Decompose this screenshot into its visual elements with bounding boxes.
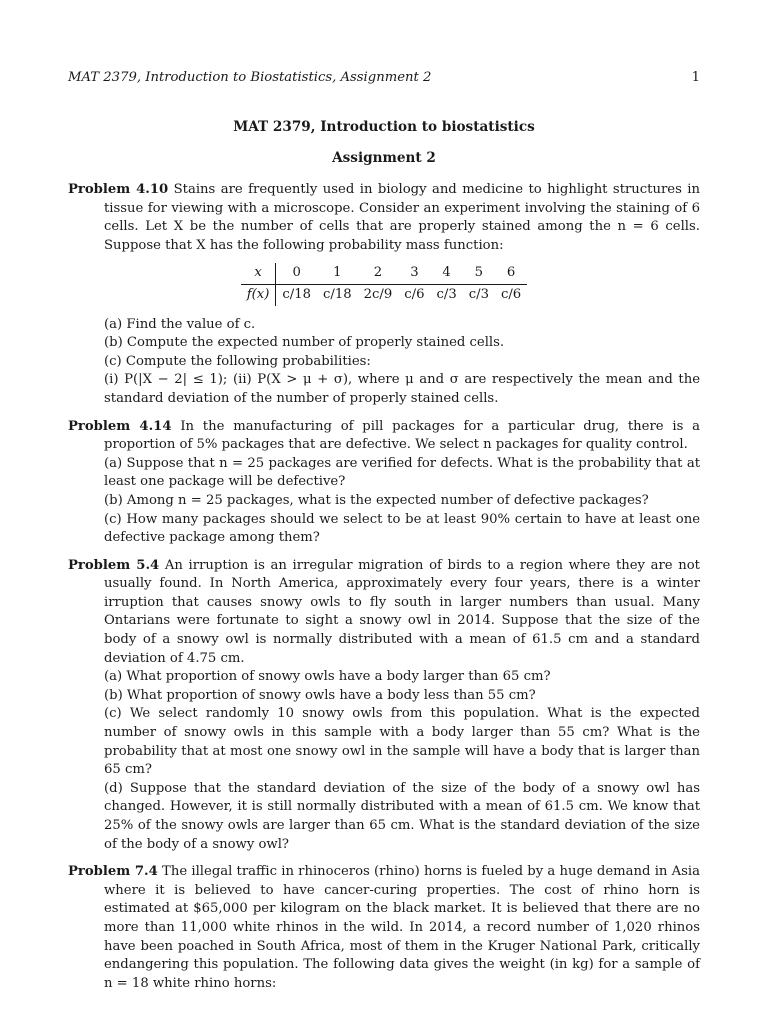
- pmf-fx-cell: 2c/9: [363, 286, 393, 302]
- pmf-x-cell: 5: [463, 263, 495, 284]
- problem-4-14: [68, 418, 700, 548]
- problem-4-14-label: Problem 4.14: [68, 418, 172, 434]
- pmf-x-cell: 1: [317, 263, 358, 284]
- problem-5-4-part-b: (b) What proportion of snowy owls have a body less than 55 cm?: [104, 687, 536, 703]
- problem-7-4-intro: [68, 863, 700, 993]
- pmf-fx-cell: c/6: [500, 286, 522, 302]
- problem-4-14-text: In the manufacturing of pill packages for a particular drug, there is a proportion of 5% packages that are defective. We select n packages for quality control.: [104, 418, 700, 453]
- problem-7-4: [68, 863, 700, 993]
- problem-4-10-label: Problem 4.10: [68, 182, 169, 197]
- problem-7-4-label: Problem 7.4: [68, 864, 158, 880]
- problem-5-4-part-a: (a) What proportion of snowy owls have a body larger than 65 cm?: [104, 669, 551, 685]
- pmf-x-label: x: [241, 263, 276, 284]
- problem-5-4-text: An irruption is an irregular migration of birds to a region where they are not usually found. In North America, approximately every four years, there is a winter irruption that causes snowy owls to fly south in larger numbers than usual. Many Ontarians were fortunate to sight a snowy owl in 2014. Suppose that the size of the body of a snowy owl is normally distributed with a mean of 61.5 cm and a standard deviation of 4.75 cm.: [104, 557, 700, 666]
- problem-4-10: [68, 181, 700, 409]
- problem-4-14-intro: [68, 418, 700, 455]
- pmf-fx-label: f(x): [241, 284, 276, 305]
- page-number: 1: [691, 70, 700, 85]
- pmf-fx-cell: c/6: [404, 286, 425, 302]
- problem-5-4-intro: [68, 557, 700, 669]
- problem-5-4-label: Problem 5.4: [68, 557, 160, 573]
- problem-4-10-part-c: (c) Compute the following probabilities:: [104, 353, 371, 369]
- problem-4-10-part-a: (a) Find the value of c.: [104, 316, 256, 332]
- problem-4-14-part-b: (b) Among n = 25 packages, what is the expected number of defective packages?: [104, 492, 649, 508]
- course-title: MAT 2379, Introduction to biostatistics: [233, 119, 535, 135]
- problem-4-10-part-c-items: (i) P(|X − 2| ≤ 1); (ii) P(X > μ + σ), where μ and σ are respectively the mean and the standard deviation of the number of properly stained cells.: [104, 372, 700, 406]
- pmf-fx-cell: c/18: [323, 286, 352, 302]
- problem-4-14-part-a: (a) Suppose that n = 25 packages are verified for defects. What is the probability that at least one package will be defective?: [104, 455, 700, 490]
- pmf-row-fx: [241, 284, 527, 305]
- pmf-x-cell: 0: [276, 263, 317, 284]
- pmf-x-cell: 6: [495, 263, 527, 284]
- pmf-table: [241, 263, 527, 305]
- problems-section: [68, 181, 700, 1002]
- problem-4-10-part-b: (b) Compute the expected number of properly stained cells.: [104, 335, 505, 351]
- problem-5-4-part-d: (d) Suppose that the standard deviation of the size of the body of a snowy owl has changed. However, it is still normally distributed with a mean of 61.5 cm. We know that 25% of the snowy owls are larger than 65 cm. What is the standard deviation of the size of the body of a snowy owl?: [104, 780, 700, 852]
- pmf-fx-cell: c/3: [468, 286, 489, 302]
- problem-4-14-part-c: (c) How many packages should we select to be at least 90% certain to have at least one defective package among them?: [104, 511, 700, 546]
- pmf-x-cell: 3: [398, 263, 430, 284]
- problem-5-4-part-c: (c) We select randomly 10 snowy owls from this population. What is the expected number of snowy owls in this sample with a body larger than 55 cm? What is the probability that at most one snowy owl in the sample will have a body that is larger than 65 cm?: [104, 706, 700, 778]
- running-header-title: MAT 2379, Introduction to Biostatistics, Assignment 2: [68, 70, 432, 85]
- pmf-fx-cell: c/3: [436, 286, 457, 302]
- pmf-x-cell: 4: [431, 263, 463, 284]
- assignment-title: Assignment 2: [332, 150, 436, 166]
- problem-4-10-intro: [68, 181, 700, 255]
- problem-4-10-text: Stains are frequently used in biology and medicine to highlight structures in tissue for viewing with a microscope. Consider an experiment involving the staining of 6 cells. Let X be the number of cells that are properly stained among the n = 6 cells. Suppose that X has the following probability mass function:: [104, 182, 700, 253]
- problem-7-4-text: The illegal traffic in rhinoceros (rhino) horns is fueled by a huge demand in Asia where it is believed to have cancer-curing properties. The cost of rhino horn is estimated at $65,000 per kilogram on the black market. It is believed that there are no more than 11,000 white rhinos in the wild. In 2014, a record number of 1,020 rhinos have been poached in South Africa, most of them in the Kruger National Park, critically endangering this population. The following data gives the weight (in kg) for a sample of n = 18 white rhino horns:: [104, 864, 700, 991]
- pmf-row-x: [241, 263, 527, 284]
- pmf-x-cell: 2: [358, 263, 399, 284]
- pmf-fx-cell: c/18: [282, 286, 312, 302]
- problem-5-4: [68, 557, 700, 855]
